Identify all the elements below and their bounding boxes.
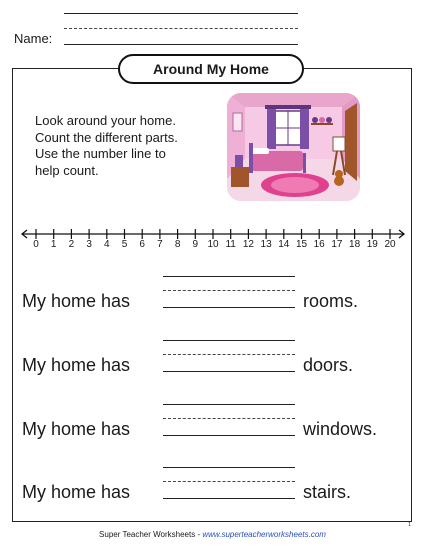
- tick-label: 18: [349, 239, 361, 250]
- answer-line-windows[interactable]: [163, 435, 295, 436]
- tick-label: 12: [242, 239, 254, 250]
- answer-line-stairs[interactable]: [163, 498, 295, 499]
- answer-top-line: [163, 404, 295, 405]
- tick-label: 9: [192, 239, 199, 250]
- tick-label: 15: [295, 239, 308, 250]
- unit-label: windows.: [303, 419, 378, 439]
- name-mid-line: [64, 28, 298, 29]
- tick-label: 2: [68, 239, 75, 250]
- name-label: Name:: [14, 31, 53, 46]
- answer-line-rooms[interactable]: [163, 307, 295, 308]
- tick-label: 10: [207, 239, 219, 250]
- tick-label: 20: [384, 239, 396, 250]
- answer-mid-line: [163, 290, 295, 291]
- footer-url[interactable]: www.superteacherworksheets.com: [202, 530, 326, 539]
- tick-label: 8: [174, 239, 181, 250]
- instruction-line: Look around your home.: [35, 113, 176, 128]
- name-input-line[interactable]: [64, 44, 298, 45]
- instruction-line: Count the different parts.: [35, 129, 178, 145]
- answer-top-line: [163, 276, 295, 277]
- sentence-prefix: My home has: [22, 291, 131, 311]
- bedroom-illustration: [227, 93, 360, 201]
- worksheet-title: Around My Home: [118, 54, 304, 84]
- tick-label: 11: [225, 239, 236, 250]
- answer-mid-line: [163, 418, 295, 419]
- tick-label: 14: [278, 239, 290, 250]
- tick-label: 3: [86, 239, 92, 250]
- answer-top-line: [163, 467, 295, 468]
- name-top-line: [64, 13, 298, 14]
- tick-label: 6: [139, 239, 145, 250]
- unit-label: stairs.: [303, 482, 352, 502]
- tick-label: 16: [313, 239, 325, 250]
- answer-top-line: [163, 340, 295, 341]
- footer: [0, 530, 425, 539]
- tick-label: 7: [157, 239, 163, 250]
- tick-label: 13: [260, 239, 272, 250]
- sentence-prefix: My home has: [22, 482, 131, 502]
- footer-brand: Super Teacher Worksheets: [99, 530, 196, 539]
- tick-label: 5: [121, 239, 128, 250]
- tick-label: 19: [366, 239, 378, 250]
- answer-mid-line: [163, 481, 295, 482]
- answer-mid-line: [163, 354, 295, 355]
- sentence-prefix: My home has: [22, 355, 131, 375]
- page-number: 1: [408, 522, 411, 528]
- unit-label: doors.: [303, 355, 354, 375]
- tick-label: 1: [50, 239, 57, 250]
- tick-label: 4: [104, 239, 110, 250]
- footer-separator: -: [195, 530, 203, 539]
- instructions: [35, 113, 225, 179]
- instruction-line: help count.: [35, 162, 99, 178]
- unit-label: rooms.: [303, 291, 359, 311]
- tick-label: 0: [33, 239, 39, 250]
- instruction-line: Use the number line to: [35, 146, 166, 161]
- tick-label: 17: [331, 239, 343, 250]
- sentence-prefix: My home has: [22, 419, 131, 439]
- answer-line-doors[interactable]: [163, 371, 295, 372]
